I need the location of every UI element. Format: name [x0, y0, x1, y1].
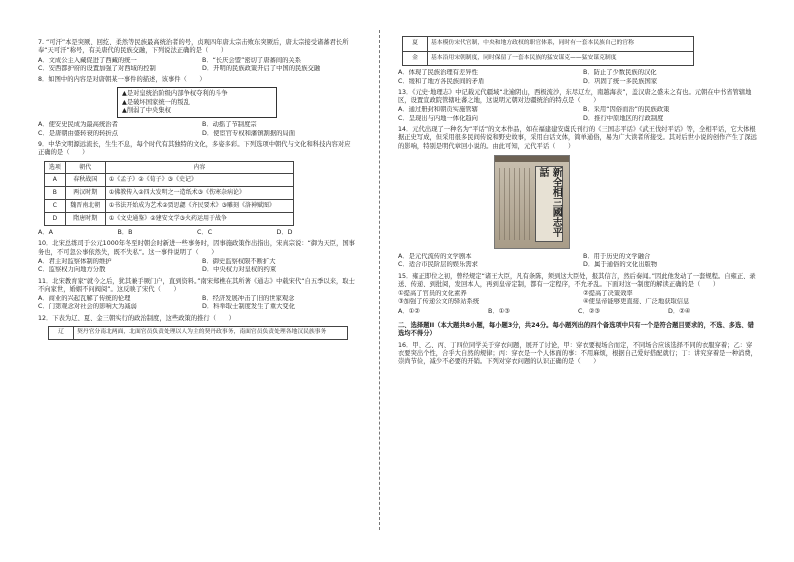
- q15-option-b[interactable]: B．①③: [488, 307, 510, 315]
- q8-option-b[interactable]: B．动摇了节制度宗: [202, 121, 257, 129]
- question-14: [398, 126, 758, 269]
- q8-box-line: ▲是对皇统治阶级内部争权夺利的斗争: [122, 90, 228, 98]
- table-cell: 两汉时期: [65, 187, 105, 200]
- question-13: [398, 89, 758, 123]
- table-cell: C: [45, 200, 66, 213]
- table-header: 选项: [45, 161, 66, 174]
- q15-option-d[interactable]: D．②④: [668, 307, 691, 315]
- q10-text: 10．北宋总练司于公元1000年冬至时朝会时新进一些事务时，因事施政策作出指出，宋真宗说：“御为天臣，国事务也，不可忽公事依然失，既不失私”。这一事件说明了（ ）: [38, 240, 355, 256]
- q7-option-b[interactable]: B．“长庆会盟”密切了唐蕃间的关系: [202, 56, 302, 64]
- q7-option-c[interactable]: C．安西都护府的设置加强了对西域的控制: [38, 64, 156, 72]
- q11-option-a[interactable]: A．商业的兴起瓦解了传统的伦理: [38, 295, 131, 303]
- q12-option-d[interactable]: D．巩固了统一多民族国家: [583, 77, 658, 85]
- left-column: [38, 36, 356, 340]
- q12-table: [48, 326, 348, 340]
- table-cell: 契丹官分南北两面，北面官员负责处理以人为主的契丹政事务，南面官员负责处理各地汉民族事务: [74, 327, 348, 340]
- q9-option-c[interactable]: C．C: [197, 229, 213, 237]
- q13-option-b[interactable]: B．采用“因俗而治”的民族政策: [583, 106, 670, 114]
- q14-text: 14．元代出现了一种名为“平话”的文本作品，如在福建建安虞氏刊行的《三国志平话》《武王伐纣平话》等，全相平话，它大体根据正史写成，但采用很多民间传说和野史故事，采用白话文体，简单通俗，易为广大读者所接受。其对后世小说的创作产生了深远的影响，特别是明代章回小说的。由此可知，元代平话（ ）: [398, 126, 757, 150]
- column-divider: [379, 30, 380, 530]
- q13-option-c[interactable]: C．呈现出与内地一体化趋向: [398, 114, 478, 122]
- q8-event-box: [117, 87, 277, 118]
- q13-option-a[interactable]: A．通过册封和朝贡实施管辖: [398, 106, 478, 114]
- table-row: [45, 200, 294, 213]
- book-cover-title: 新全相三國志平話: [535, 166, 563, 242]
- q9-option-a[interactable]: A．A: [38, 229, 53, 237]
- table-cell: 基本沿用宋朝制度，同时保留了一套本民族的猛安谋克——猛安谋克制度: [428, 51, 694, 66]
- table-cell: ①《孟子》②《荀子》③《史记》: [105, 174, 293, 187]
- q9-table: [44, 161, 294, 227]
- q12-option-a[interactable]: A．体现了民族治理有差异性: [398, 69, 478, 77]
- table-cell: 辽: [49, 327, 74, 340]
- question-12: [38, 315, 356, 340]
- q12-option-c[interactable]: C．缓和了地方各民族间的矛盾: [398, 77, 485, 85]
- q14-option-b[interactable]: B．用于历史的文学融合: [583, 252, 651, 260]
- table-cell: D: [45, 213, 66, 226]
- q15-text: 15．雍正即位之初，曾经规定“诸王大臣，凡有条陈，须到这大臣处，报其信言，然后奏闻。”因此他发动了一套规程。自雍正、录送、传递、到批阅，发回本人，再到皇帝定制，都有一定程序，不允矛乱。下面对这一制度的解读正确的是（ ）: [398, 272, 756, 288]
- q15-item: ②提高了决策效率: [583, 290, 633, 298]
- q8-text: 8．如图中的内容是对唐朝某一事件的描述，该事件（ ）: [38, 76, 206, 84]
- q12-option-b[interactable]: B．防止了少数民族的汉化: [583, 69, 657, 77]
- question-7: [38, 39, 356, 73]
- table-row: [403, 37, 694, 52]
- q8-option-c[interactable]: C．是唐朝由盛转衰的转折点: [38, 129, 118, 137]
- table-cell: ①书法开始成为艺术②贾思勰《齐民要术》③雕刻《洛神赋图》: [105, 200, 293, 213]
- right-column: [398, 36, 758, 367]
- q15-item: ③加强了传递公文的驿站系统: [398, 298, 480, 306]
- q10-option-c[interactable]: C．监察权力向地方分散: [38, 266, 106, 274]
- q8-option-d[interactable]: D．使宦官专权和藩镇割据的局面: [202, 129, 296, 137]
- q15-item: ①提高了官员的文化素养: [398, 290, 467, 298]
- q15-item: ④使皇帝能够更直接、广泛地获取信息: [583, 298, 690, 306]
- q10-option-a[interactable]: A．君主对监察体制的维护: [38, 257, 112, 265]
- q11-text: 11．北宋教育家“就今之后，犹其兼手厥门户，直到资料。”南宋郑樵在其所著《通志》中载宋代“自五季以来，取士不向家世，婚姻不问阀阅”。这反映了宋代（ ）: [38, 277, 355, 293]
- section-2-heading: 二、选择题II（本大题共8小题，每小题3分，共24分。每小题列出的四个备选项中只有一个是符合题目要求的，不选、多选、错选均不得分）: [398, 322, 754, 338]
- q10-option-b[interactable]: B．御史监察权限不断扩大: [202, 257, 276, 265]
- q9-text: 9．中华文明源远流长，生生不息，每个时代有其独特的文化，多姿多彩。下列选项中朝代与文化和科技内容对应正确的是（ ）: [38, 140, 351, 157]
- table-row: [45, 213, 294, 226]
- q14-option-a[interactable]: A．是元代流传的文学剧本: [398, 252, 472, 260]
- table-cell: 夏: [403, 37, 428, 52]
- book-cover-image: [494, 155, 570, 249]
- q13-text: 13．《元史·地理志》中记载元代疆域“北逾阴山，西极流沙，东尽辽左，南越海表”，盖汉唐之盛未之有也。元朝在中书省管辖地区，设置宣政院管辖吐蕃之地，这说明元朝对边疆统治的特点是（ ）: [398, 88, 752, 105]
- q15-option-c[interactable]: C．②③: [578, 307, 600, 315]
- q14-option-d[interactable]: D．属于通俗的文化出版物: [583, 261, 658, 269]
- q13-option-d[interactable]: D．推行中原地区的行政制度: [583, 114, 664, 122]
- table-header: 内容: [105, 161, 293, 174]
- table-header: 朝代: [65, 161, 105, 174]
- q16-text: 16．甲、乙、丙、丁四位同学关于穿衣问题，展开了讨论，甲：穿衣要视场合而定，不同场合应该选择不同的衣服穿着；乙：穿衣要突出个性，合乎大自然的规律；丙：穿衣是一个人体面的事：不用麻烦，根据自己爱好搭配就行；丁：讲究穿着是一种消费，崇尚节俭，减少不必要的开销。下列对穿衣问题的认识正确的是（ ）: [398, 341, 757, 366]
- table-cell: 隋唐时期: [65, 213, 105, 226]
- q12-table-continued: [402, 36, 694, 66]
- q14-option-c[interactable]: C．适合市民阶层的娱乐需求: [398, 261, 478, 269]
- q11-option-b[interactable]: B．经济发展冲击了旧的世家观念: [202, 295, 295, 303]
- table-cell: 魏晋南北朝: [65, 200, 105, 213]
- q15-option-a[interactable]: A．①②: [398, 307, 420, 315]
- question-15: [398, 273, 758, 316]
- table-row: [45, 187, 294, 200]
- q10-option-d[interactable]: D．中央权力对皇权的约束: [202, 266, 277, 274]
- q9-option-d[interactable]: D．D: [276, 229, 293, 237]
- question-9: [38, 141, 356, 237]
- table-cell: ①佛教传入②四大发明之一造纸术③《伤寒杂病论》: [105, 187, 293, 200]
- q7-option-d[interactable]: D．开明的民族政策开启了中国的民族交融: [202, 64, 321, 72]
- question-10: [38, 240, 356, 274]
- q11-option-d[interactable]: D．科举取士制度发生了重大变化: [202, 303, 296, 311]
- table-row: [403, 51, 694, 66]
- q12-text: 12．下表为辽、夏、金三朝实行的政治制度，这些政策的推行（ ）: [38, 314, 235, 322]
- question-16: [398, 342, 758, 367]
- table-row: [49, 327, 348, 340]
- q7-option-a[interactable]: A．文成公主入藏促进了西藏的统一: [38, 56, 137, 64]
- q9-option-b[interactable]: B．B: [117, 229, 133, 237]
- table-cell: ①《文史通鉴》②建安文学③火药运用于战争: [105, 213, 293, 226]
- question-8: [38, 76, 356, 138]
- table-cell: 基本模仿宋代官制，中央和地方政权的职官体系，同时有一套本民族自己的官称: [428, 37, 694, 52]
- table-cell: 金: [403, 51, 428, 66]
- q8-box-line: ▲削弱了中央集权: [122, 107, 171, 115]
- q8-option-a[interactable]: A．使安史民成为最高统治者: [38, 121, 118, 129]
- table-cell: 春秋战国: [65, 174, 105, 187]
- q11-option-c[interactable]: C．门第观念对社会的影响大为减弱: [38, 303, 137, 311]
- question-11: [38, 278, 356, 312]
- table-cell: B: [45, 187, 66, 200]
- q7-text: 7. “可汗”本是突厥、回纥、柔然等民族最高统治者的号，贞观四年唐太宗击败东突厥后，唐太宗接受诸蕃君长所奉“天可汗”称号，有关唐代的民族交融，下列说法正确的是（ ）: [38, 39, 349, 55]
- table-row: [45, 174, 294, 187]
- q8-box-line: ▲是破坏国家统一的叛乱: [122, 98, 190, 106]
- table-cell: A: [45, 174, 66, 187]
